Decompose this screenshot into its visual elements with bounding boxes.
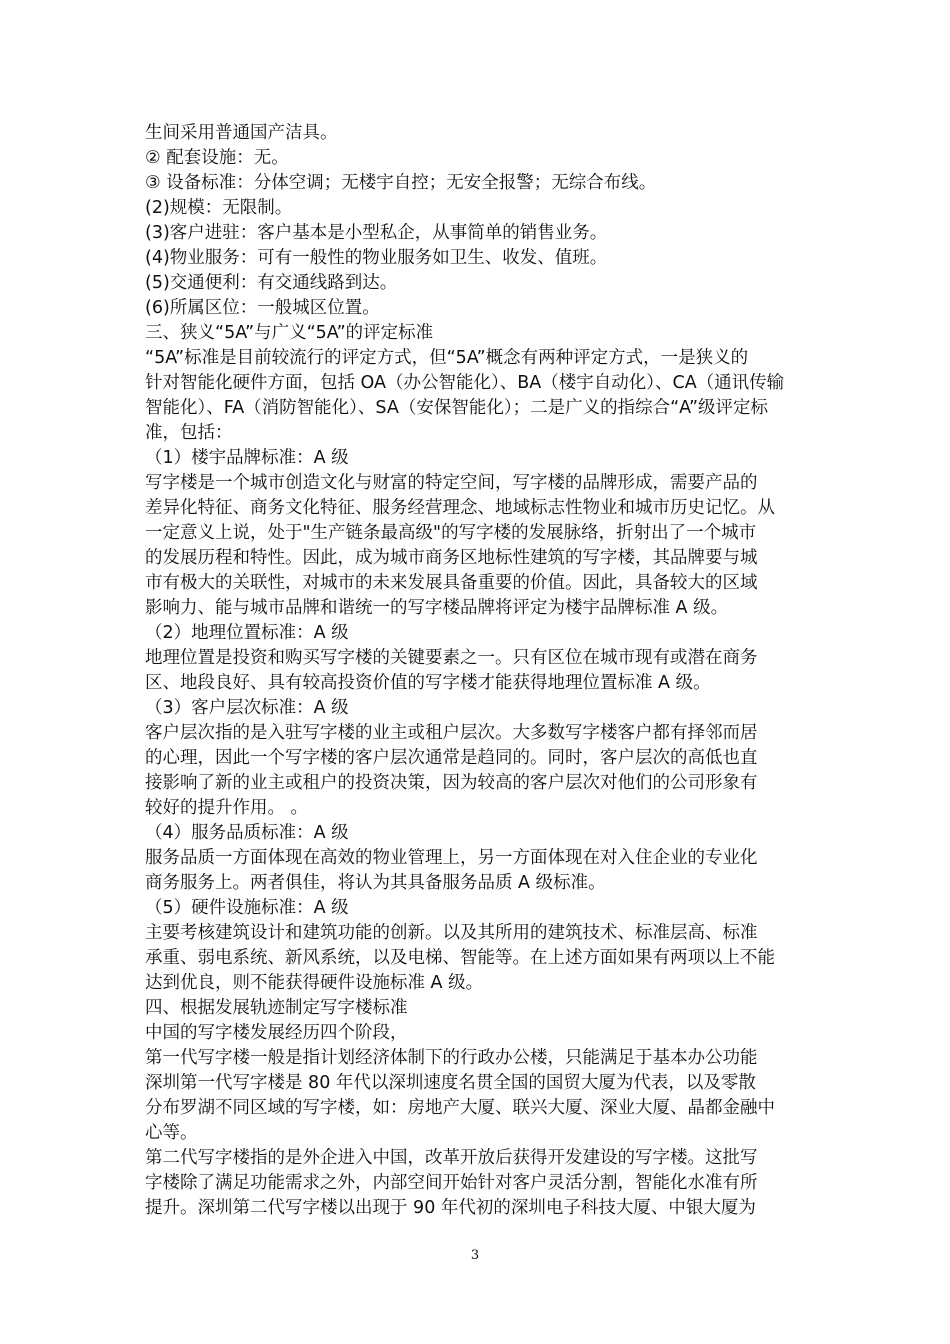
text-line: (2)规模：无限制。 [145, 198, 293, 218]
document-body [145, 121, 810, 1221]
text-line: 服务品质一方面体现在高效的物业管理上，另一方面体现在对入住企业的专业化 [145, 848, 758, 868]
text-line: 第一代写字楼一般是指计划经济体制下的行政办公楼，只能满足于基本办公功能 [145, 1048, 758, 1068]
subsection-heading: （4）服务品质标准：A 级 [145, 823, 349, 843]
text-line: 提升。深圳第二代写字楼以出现于 90 年代初的深圳电子科技大厦、中银大厦为 [145, 1198, 756, 1218]
section-heading: 四、根据发展轨迹制定写字楼标准 [145, 998, 408, 1018]
text-line: 字楼除了满足功能需求之外，内部空间开始针对客户灵活分割，智能化水准有所 [145, 1173, 758, 1193]
text-line: 准，包括： [145, 423, 233, 443]
text-line: 主要考核建筑设计和建筑功能的创新。以及其所用的建筑技术、标准层高、标准 [145, 923, 758, 943]
text-line: ③ 设备标准：分体空调；无楼宇自控；无安全报警；无综合布线。 [145, 173, 657, 193]
text-line: 商务服务上。两者俱佳，将认为其具备服务品质 A 级标准。 [145, 873, 606, 893]
subsection-heading: （5）硬件设施标准：A 级 [145, 898, 349, 918]
text-line: 较好的提升作用。 。 [145, 798, 309, 818]
text-line: (5)交通便利：有交通线路到达。 [145, 273, 398, 293]
text-line: 针对智能化硬件方面，包括 OA（办公智能化）、BA（楼宇自动化）、CA（通讯传输 [145, 373, 785, 393]
text-line: 承重、弱电系统、新风系统，以及电梯、智能等。在上述方面如果有两项以上不能 [145, 948, 775, 968]
text-line: “5A”标准是目前较流行的评定方式，但“5A”概念有两种评定方式，一是狭义的 [145, 348, 749, 368]
text-line: 深圳第一代写字楼是 80 年代以深圳速度名贯全国的国贸大厦为代表，以及零散 [145, 1073, 756, 1093]
text-line: 分布罗湖不同区域的写字楼，如：房地产大厦、联兴大厦、深业大厦、晶都金融中 [145, 1098, 775, 1118]
text-line: 一定意义上说，处于"生产链条最高级"的写字楼的发展脉络，折射出了一个城市 [145, 523, 757, 543]
text-line: 心等。 [145, 1123, 198, 1143]
text-line: 生间采用普通国产洁具。 [145, 123, 338, 143]
text-line: 客户层次指的是入驻写字楼的业主或租户层次。大多数写字楼客户都有择邻而居 [145, 723, 758, 743]
text-line: (6)所属区位：一般城区位置。 [145, 298, 380, 318]
section-heading: 三、狭义“5A”与广义“5A”的评定标准 [145, 323, 434, 343]
text-line: 中国的写字楼发展经历四个阶段， [145, 1023, 408, 1043]
text-line: 写字楼是一个城市创造文化与财富的特定空间，写字楼的品牌形成，需要产品的 [145, 473, 758, 493]
subsection-heading: （2）地理位置标准：A 级 [145, 623, 349, 643]
text-line: 接影响了新的业主或租户的投资决策，因为较高的客户层次对他们的公司形象有 [145, 773, 758, 793]
text-line: 智能化）、FA（消防智能化）、SA（安保智能化）；二是广义的指综合“A”级评定标 [145, 398, 769, 418]
text-line: 市有极大的关联性，对城市的未来发展具备重要的价值。因此，具备较大的区域 [145, 573, 758, 593]
text-line: 达到优良，则不能获得硬件设施标准 A 级。 [145, 973, 484, 993]
subsection-heading: （1）楼宇品牌标准：A 级 [145, 448, 349, 468]
text-line: 区、地段良好、具有较高投资价值的写字楼才能获得地理位置标准 A 级。 [145, 673, 711, 693]
text-line: 地理位置是投资和购买写字楼的关键要素之一。只有区位在城市现有或潜在商务 [145, 648, 758, 668]
text-line: (4)物业服务：可有一般性的物业服务如卫生、收发、值班。 [145, 248, 608, 268]
subsection-heading: （3）客户层次标准：A 级 [145, 698, 349, 718]
text-line: 影响力、能与城市品牌和谐统一的写字楼品牌将评定为楼宇品牌标准 A 级。 [145, 598, 729, 618]
text-line: 差异化特征、商务文化特征、服务经营理念、地域标志性物业和城市历史记忆。从 [145, 498, 775, 518]
text-line: 第二代写字楼指的是外企进入中国，改革开放后获得开发建设的写字楼。这批写 [145, 1148, 758, 1168]
text-line: ② 配套设施：无。 [145, 148, 289, 168]
text-line: 的发展历程和特性。因此，成为城市商务区地标性建筑的写字楼，其品牌要与城 [145, 548, 758, 568]
text-line: 的心理，因此一个写字楼的客户层次通常是趋同的。同时，客户层次的高低也直 [145, 748, 758, 768]
page-number: 3 [470, 1248, 480, 1263]
text-line: (3)客户进驻：客户基本是小型私企，从事简单的销售业务。 [145, 223, 608, 243]
